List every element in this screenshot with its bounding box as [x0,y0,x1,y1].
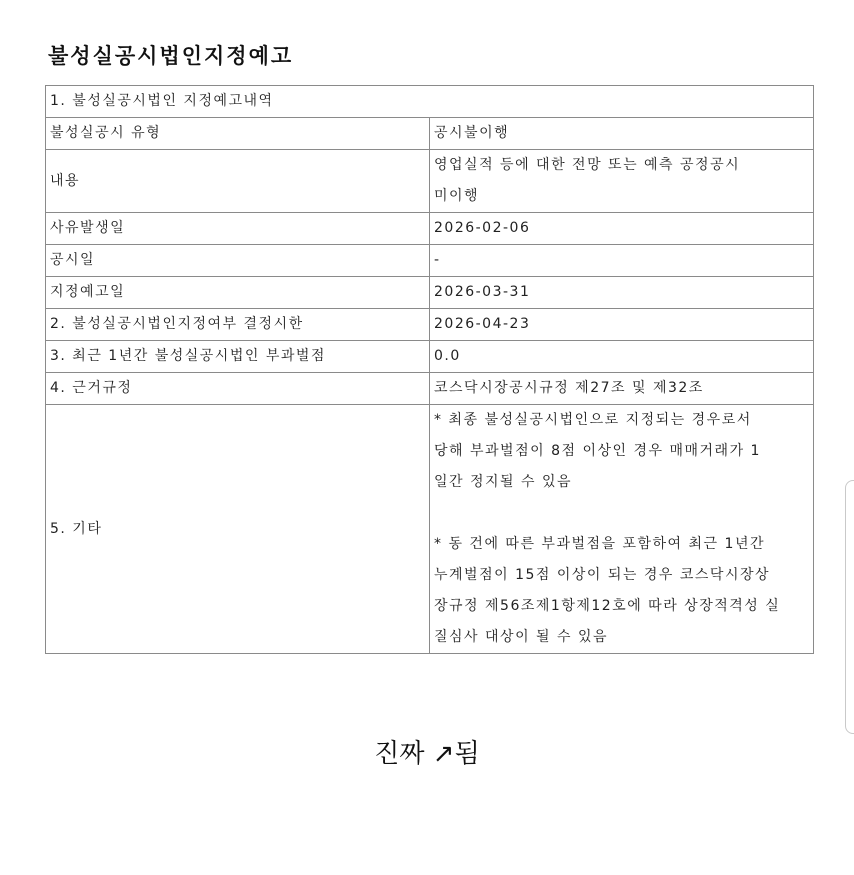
row-value: 코스닥시장공시규정 제27조 및 제32조 [430,373,814,405]
note-line: 당해 부과벌점이 8점 이상인 경우 매매거래가 1 [434,443,761,459]
table-row [46,213,814,245]
row-value: 0.0 [430,341,814,373]
note-line: 질심사 대상이 될 수 있음 [434,629,609,645]
table-row [46,118,814,150]
row-value: 2026-02-06 [430,213,814,245]
table-row [46,150,814,213]
row-label: 불성실공시 유형 [46,118,430,150]
table-row [46,86,814,118]
table-row [46,309,814,341]
side-scroll-handle[interactable] [845,480,854,734]
table-row [46,277,814,309]
row-value: 공시불이행 [430,118,814,150]
note-line: 일간 정지될 수 있음 [434,474,573,490]
row-value: 2026-04-23 [430,309,814,341]
section-header: 1. 불성실공시법인 지정예고내역 [46,86,814,118]
content-line: 미이행 [434,188,480,204]
row-label: 지정예고일 [46,277,430,309]
row-label: 4. 근거규정 [46,373,430,405]
content-line: 영업실적 등에 대한 전망 또는 예측 공정공시 [434,157,741,173]
table-row [46,373,814,405]
note-line: 누계벌점이 15점 이상이 되는 경우 코스닥시장상 [434,567,771,583]
row-value [430,405,814,654]
note-line: 장규정 제56조제1항제12호에 따라 상장적격성 실 [434,598,781,614]
table-row [46,341,814,373]
note-line: * 동 건에 따른 부과벌점을 포함하여 최근 1년간 [434,536,765,552]
table-row [46,245,814,277]
row-label: 사유발생일 [46,213,430,245]
note-line: * 최종 불성실공시법인으로 지정되는 경우로서 [434,412,752,428]
designation-notice-table [45,85,814,654]
page-title: 불성실공시법인지정예고 [48,44,294,68]
table-row [46,405,814,654]
row-value: - [430,245,814,277]
row-label: 5. 기타 [46,405,430,654]
row-label: 3. 최근 1년간 불성실공시법인 부과벌점 [46,341,430,373]
row-label: 2. 불성실공시법인지정여부 결정시한 [46,309,430,341]
row-value [430,150,814,213]
caption-text: 진짜 ↗됨 [374,739,480,769]
row-value: 2026-03-31 [430,277,814,309]
blank-line [434,498,809,529]
row-label: 공시일 [46,245,430,277]
row-label: 내용 [46,150,430,213]
